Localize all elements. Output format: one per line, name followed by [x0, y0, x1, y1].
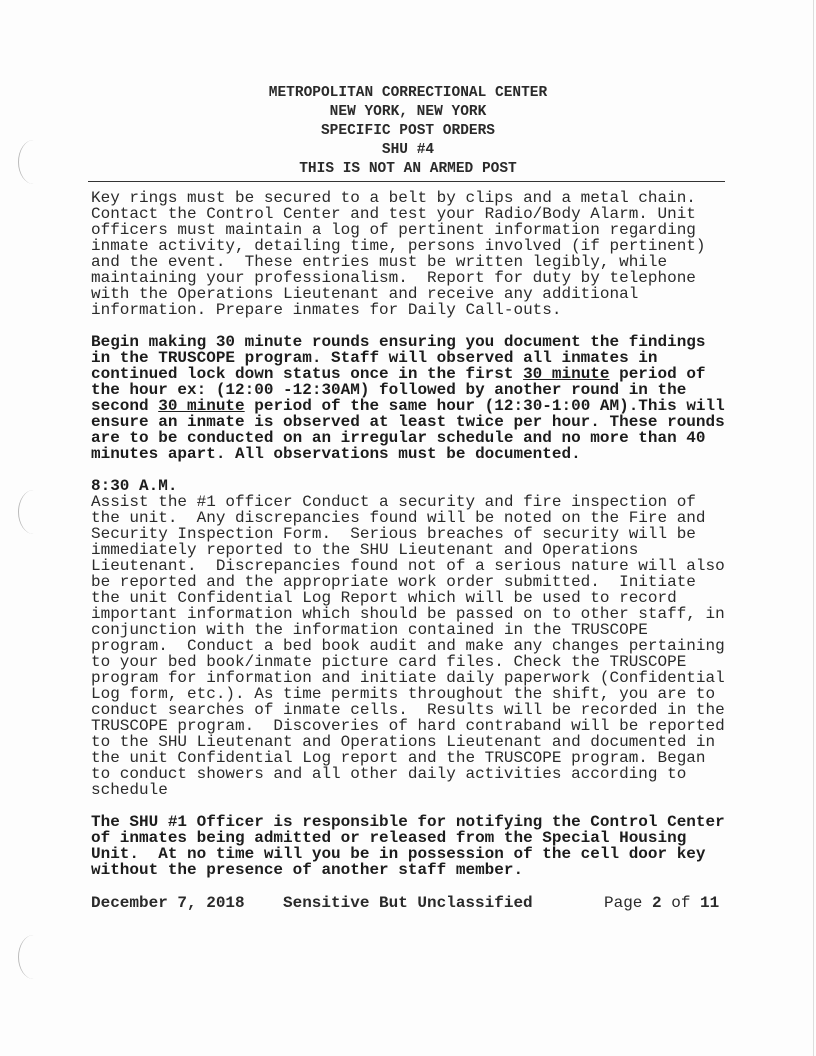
- header-post: SHU #4: [381, 142, 435, 158]
- text-line: [91, 398, 791, 414]
- text-segment: with the Operations Lieutenant and receive any additional: [91, 285, 639, 303]
- text-segment: Security Inspection Form. Serious breaches of security will be: [91, 525, 696, 543]
- header-armed-status: THIS IS NOT AN ARMED POST: [299, 161, 517, 177]
- text-line: [91, 526, 791, 542]
- text-line: [91, 638, 791, 654]
- text-line: [91, 270, 791, 286]
- header-institution: METROPOLITAN CORRECTIONAL CENTER: [268, 85, 548, 101]
- text-line: [91, 334, 791, 350]
- header-location: NEW YORK, NEW YORK: [329, 104, 487, 120]
- text-segment: without the presence of another staff member.: [91, 861, 524, 879]
- text-line: [91, 286, 791, 302]
- text-line: [91, 430, 791, 446]
- text-line: [91, 686, 791, 702]
- text-segment: of inmates being admitted or released from the Special Housing: [91, 829, 687, 847]
- underlined-text: 30 minute: [158, 397, 245, 415]
- text-segment: Assist the #1 officer Conduct a security and fire inspection of: [91, 493, 696, 511]
- page-total: 11: [700, 894, 720, 912]
- text-line: [91, 702, 791, 718]
- text-line: [91, 494, 791, 510]
- text-segment: the hour ex: (12:00 -12:30AM) followed by another round in the: [91, 381, 687, 399]
- shu1-officer-note: [91, 814, 791, 878]
- text-line: [91, 302, 791, 318]
- text-line: [91, 766, 791, 782]
- document-body: [91, 190, 791, 912]
- text-line: [91, 654, 791, 670]
- text-segment: to your bed book/inmate picture card files. Check the TRUSCOPE: [91, 653, 687, 671]
- text-line: [91, 542, 791, 558]
- text-line: [91, 574, 791, 590]
- text-segment: TRUSCOPE program. Discoveries of hard contraband will be reported: [91, 717, 725, 735]
- duty-instructions: [91, 190, 791, 318]
- text-segment: Key rings must be secured to a belt by clips and a metal chain.: [91, 189, 696, 207]
- punch-hole-mark: [18, 935, 49, 979]
- underlined-text: 30 minute: [523, 365, 610, 383]
- document-footer: [91, 894, 791, 912]
- document-header: [0, 84, 816, 179]
- text-line: [91, 414, 791, 430]
- text-line: [91, 782, 791, 798]
- page-prefix: Page: [604, 894, 653, 912]
- text-segment: Log form, etc.). As time permits throughout the shift, you are to: [91, 685, 716, 703]
- text-line: [91, 670, 791, 686]
- text-segment: officers must maintain a log of pertinent information regarding: [91, 221, 696, 239]
- text-segment: and the event. These entries must be written legibly, while: [91, 253, 668, 271]
- page-current: 2: [652, 894, 662, 912]
- text-line: [91, 382, 791, 398]
- text-segment: second: [91, 397, 159, 415]
- text-segment: to the SHU Lieutenant and Operations Lieutenant and documented in: [91, 733, 716, 751]
- text-line: [91, 622, 791, 638]
- text-line: [91, 190, 791, 206]
- text-line: [91, 830, 791, 846]
- text-segment: information. Prepare inmates for Daily Call-outs.: [91, 301, 562, 319]
- text-segment: important information which should be passed on to other staff, in: [91, 605, 725, 623]
- inspection-instructions: [91, 494, 791, 798]
- text-line: [91, 254, 791, 270]
- text-line: [91, 510, 791, 526]
- text-line: [91, 446, 791, 462]
- text-line: [91, 478, 791, 494]
- text-segment: continued lock down status once in the first: [91, 365, 524, 383]
- text-line: [91, 558, 791, 574]
- text-segment: to conduct showers and all other daily activities according to: [91, 765, 687, 783]
- text-segment: period of the same hour (12:30-1:00 AM).This will: [244, 397, 725, 415]
- text-segment: are to be conducted on an irregular schedule and no more than 40: [91, 429, 706, 447]
- text-line: [91, 814, 791, 830]
- time-heading-830am: [91, 478, 791, 494]
- text-segment: the unit Confidential Log Report which will be used to record: [91, 589, 677, 607]
- rounds-instructions: [91, 334, 791, 462]
- text-line: [91, 350, 791, 366]
- text-line: [91, 862, 791, 878]
- header-divider: [88, 181, 725, 182]
- text-segment: immediately reported to the SHU Lieutenant and Operations: [91, 541, 639, 559]
- text-segment: period of: [609, 365, 706, 383]
- footer-page-number: [604, 894, 719, 912]
- text-line: [91, 734, 791, 750]
- text-segment: conjunction with the information contained in the TRUSCOPE: [91, 621, 648, 639]
- text-segment: inmate activity, detailing time, persons involved (if pertinent): [91, 237, 706, 255]
- text-segment: Lieutenant. Discrepancies found not of a serious nature will also: [91, 557, 725, 575]
- text-segment: Unit. At no time will you be in possession of the cell door key: [91, 845, 706, 863]
- text-line: [91, 750, 791, 766]
- punch-hole-mark: [18, 490, 49, 534]
- text-segment: 8:30 A.M.: [91, 477, 178, 495]
- text-line: [91, 222, 791, 238]
- text-segment: in the TRUSCOPE program. Staff will observed all inmates in: [91, 349, 658, 367]
- text-line: [91, 606, 791, 622]
- header-doc-type: SPECIFIC POST ORDERS: [320, 123, 496, 139]
- text-line: [91, 366, 791, 382]
- footer-classification: Sensitive But Unclassified: [283, 894, 533, 912]
- text-segment: the unit Confidential Log report and the TRUSCOPE program. Began: [91, 749, 706, 767]
- text-segment: schedule: [91, 781, 168, 799]
- text-segment: program. Conduct a bed book audit and make any changes pertaining: [91, 637, 725, 655]
- text-segment: conduct searches of inmate cells. Results will be recorded in the: [91, 701, 725, 719]
- text-line: [91, 590, 791, 606]
- text-segment: minutes apart. All observations must be documented.: [91, 445, 581, 463]
- text-segment: ensure an inmate is observed at least twice per hour. These rounds: [91, 413, 725, 431]
- text-line: [91, 846, 791, 862]
- text-segment: the unit. Any discrepancies found will be noted on the Fire and: [91, 509, 706, 527]
- text-segment: program for information and initiate daily paperwork (Confidential: [91, 669, 725, 687]
- text-line: [91, 206, 791, 222]
- text-segment: Contact the Control Center and test your Radio/Body Alarm. Unit: [91, 205, 696, 223]
- text-line: [91, 238, 791, 254]
- text-segment: Begin making 30 minute rounds ensuring you document the findings: [91, 333, 706, 351]
- text-segment: The SHU #1 Officer is responsible for notifying the Control Center: [91, 813, 725, 831]
- text-segment: be reported and the appropriate work order submitted. Initiate: [91, 573, 696, 591]
- footer-date: December 7, 2018: [91, 894, 245, 912]
- text-line: [91, 718, 791, 734]
- text-segment: maintaining your professionalism. Report for duty by telephone: [91, 269, 696, 287]
- page-of: of: [661, 894, 701, 912]
